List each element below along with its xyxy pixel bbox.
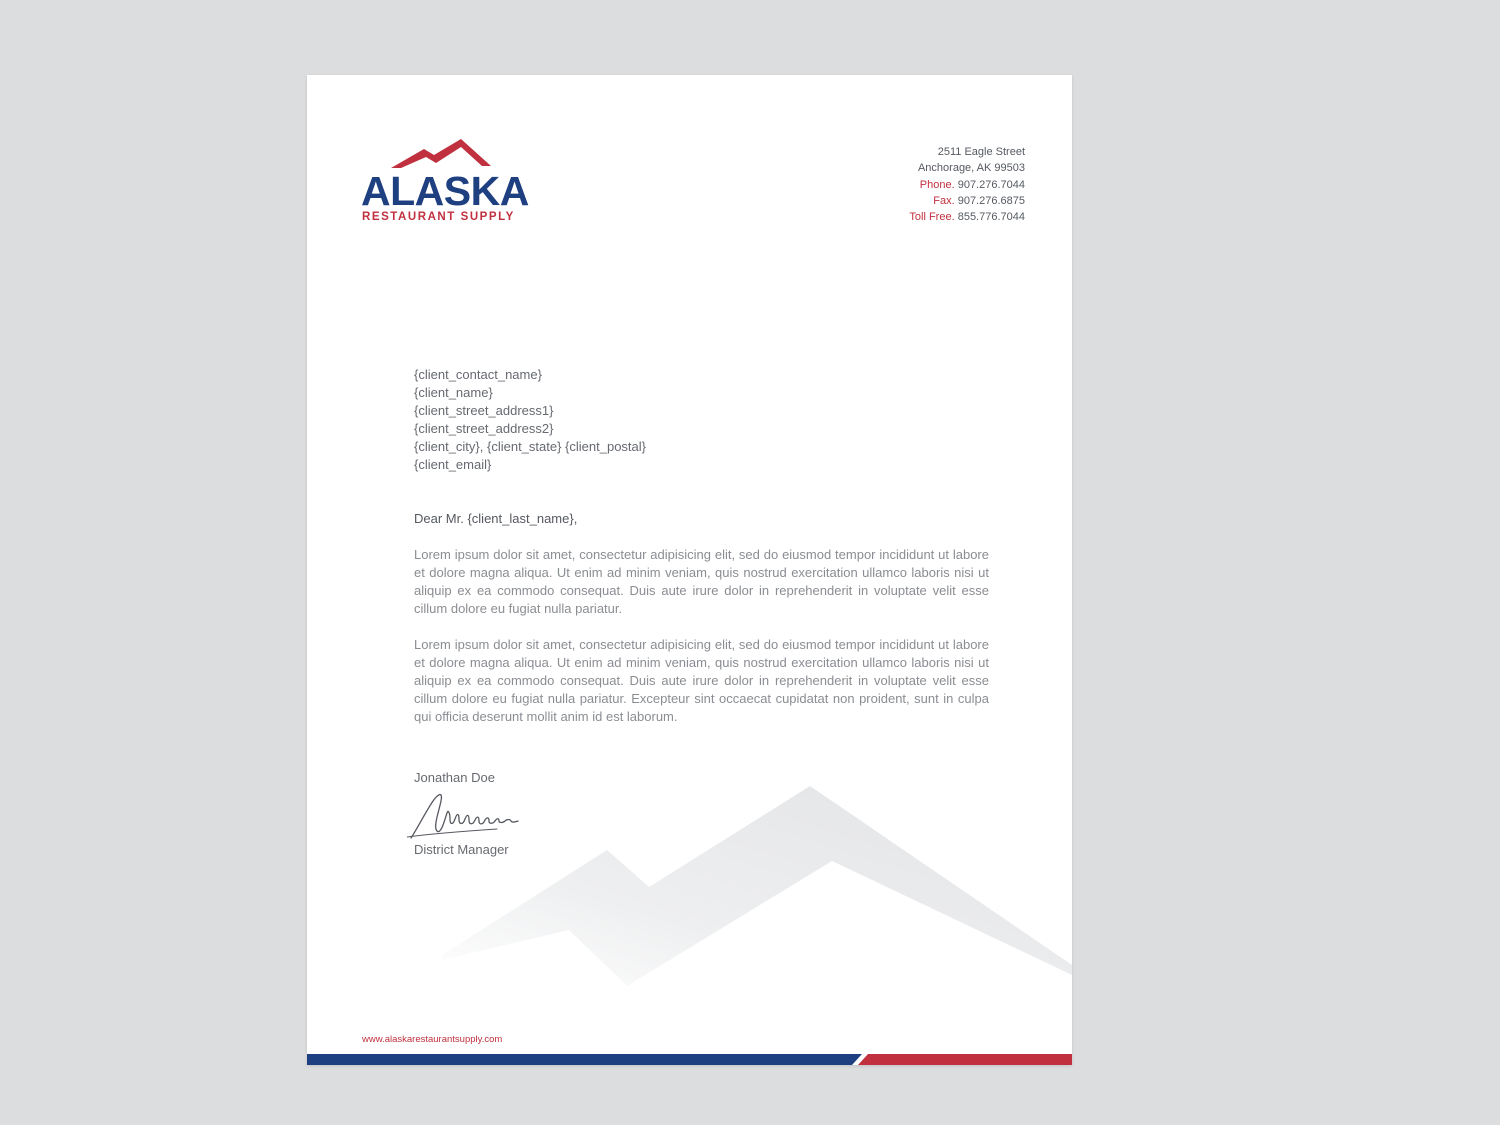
brand-tagline: RESTAURANT SUPPLY [362,211,515,223]
handwritten-signature [407,783,527,843]
fax-number: 907.276.6875 [957,194,1025,207]
footer-color-bar [307,1054,1072,1065]
brand-name: ALASKA [361,168,529,214]
letter-paragraph: Lorem ipsum dolor sit amet, consectetur adipisicing elit, sed do eiusmod tempor incididunt ut labore et dolore magna aliqua. Ut enim ad minim veniam, quis nostrud exercitation ullamco laboris nisi ut aliquip ex ea commodo consequat. Duis aute irure dolor in reprehenderit in voluptate velit esse cillum dolore eu fugiat nulla pariatur. Excepteur sint occaecat cupidatat non proident, sunt in culpa qui officia deserunt mollit anim id est laborum. [414,637,989,724]
recipient-line: {client_email} [414,457,492,472]
letter-body [414,366,989,726]
letterhead-sheet [307,75,1072,1065]
letter-paragraph: Lorem ipsum dolor sit amet, consectetur adipisicing elit, sed do eiusmod tempor incididunt ut labore et dolore magna aliqua. Ut enim ad minim veniam, quis nostrud exercitation ullamco laboris nisi ut aliquip ex ea commodo consequat. Duis aute irure dolor in reprehenderit in voluptate velit esse cillum dolore eu fugiat nulla pariatur. [414,547,989,616]
tollfree-label: Toll Free. [909,211,955,224]
contact-block [909,144,1025,225]
contact-fax-row [909,193,1025,209]
salutation: Dear Mr. {client_last_name}, [414,511,578,526]
phone-label: Phone. [919,178,955,191]
recipient-address [414,366,989,474]
contact-phone-row [909,177,1025,193]
signer-title: District Manager [414,842,509,857]
recipient-line: {client_city}, {client_state} {client_postal} [414,439,646,454]
company-logo [361,139,529,225]
recipient-line: {client_contact_name} [414,367,542,382]
mountain-logo-icon [391,139,491,169]
contact-city-line: Anchorage, AK 99503 [917,162,1025,175]
website-link[interactable]: www.alaskarestaurantsupply.com [362,1034,503,1045]
contact-tollfree-row [909,209,1025,225]
contact-street: 2511 Eagle Street [937,146,1025,158]
tollfree-number: 855.776.7044 [957,211,1025,224]
signer-name: Jonathan Doe [414,770,495,785]
phone-number: 907.276.7044 [957,178,1025,191]
recipient-line: {client_name} [414,385,493,400]
recipient-line: {client_street_address1} [414,403,554,418]
recipient-line: {client_street_address2} [414,421,554,436]
fax-label: Fax. [933,194,955,207]
